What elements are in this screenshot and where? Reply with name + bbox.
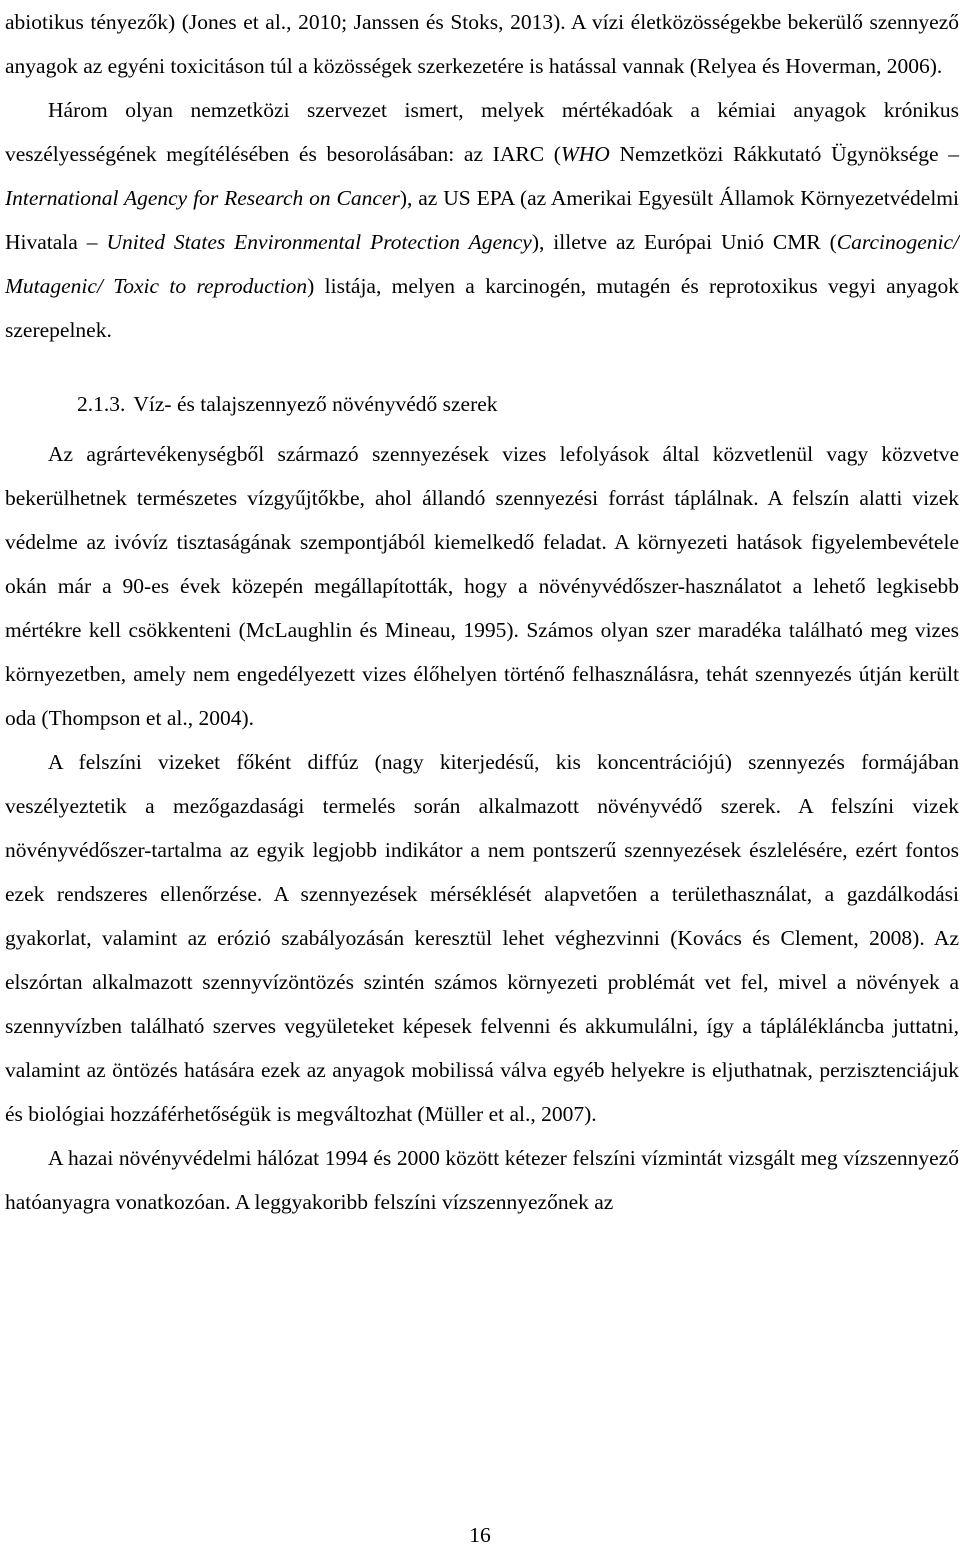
organizations-italic-cmr: Carcinogenic/ Mutagenic/ Toxic to reproduction	[5, 230, 959, 298]
document-page	[5, 0, 959, 1224]
organizations-text-2: Nemzetközi Rákkutató Ügynöksége –	[609, 142, 959, 166]
organizations-text-3: ), az US EPA (az Amerikai Egyesült Államok Környezetvédelmi Hivatala –	[5, 186, 959, 254]
organizations-text-1: Három olyan nemzetközi szervezet ismert, melyek mértékadóak a kémiai anyagok krónikus veszélyességének megítélésében és besorolásában: az IARC (	[5, 98, 959, 166]
paragraph-intro-continued: abiotikus tényezők) (Jones et al., 2010; Janssen és Stoks, 2013). A vízi életközösségekbe bekerülő szennyező anyagok az egyéni toxicitáson túl a közösségek szerkezetére is hatással vannak (Relyea és Hoverman, 2006).	[5, 10, 959, 78]
paragraph-national-network: A hazai növényvédelmi hálózat 1994 és 2000 között kétezer felszíni vízmintát vizsgált meg vízszennyező hatóanyagra vonatkozóan. A leggyakoribb felszíni vízszennyezőnek az	[5, 1146, 959, 1214]
paragraph-agricultural-pollution: Az agrártevékenységből származó szennyezések vizes lefolyások által közvetlenül vagy közvetve bekerülhetnek természetes vízgyűjtőkbe, ahol állandó szennyezési forrást táplálnak. A felszín alatti vizek védelme az ivóvíz tisztaságának szempontjából kiemelkedő feladat. A környezeti hatások figyelembevétele okán már a 90-es évek közepén megállapították, hogy a növényvédőszer-használatot a lehető legkisebb mértékre kell csökkenteni (McLaughlin és Mineau, 1995). Számos olyan szer maradéka található meg vizes környezetben, amely nem engedélyezett vizes élőhelyen történő felhasználásra, tehát szennyezés útján került oda (Thompson et al., 2004).	[5, 442, 959, 730]
organizations-text-5: ) listája, melyen a karcinogén, mutagén és reprotoxikus vegyi anyagok szerepelnek.	[5, 274, 959, 342]
section-heading	[5, 382, 959, 426]
organizations-italic-who: WHO	[560, 142, 610, 166]
organizations-italic-epa: United States Environmental Protection Agency	[106, 230, 532, 254]
organizations-text-4: ), illetve az Európai Unió CMR (	[531, 230, 837, 254]
paragraph-surface-waters: A felszíni vizeket főként diffúz (nagy kiterjedésű, kis koncentrációjú) szennyezés formájában veszélyeztetik a mezőgazdasági termelés során alkalmazott növényvédő szerek. A felszíni vizek növényvédőszer-tartalma az egyik legjobb indikátor a nem pontszerű szennyezések észlelésére, ezért fontos ezek rendszeres ellenőrzése. A szennyezések mérséklését alapvetően a területhasználat, a gazdálkodási gyakorlat, valamint az erózió szabályozásán keresztül lehet véghezvinni (Kovács és Clement, 2008). Az elszórtan alkalmazott szennyvízöntözés szintén számos környezeti problémát vet fel, mivel a növények a szennyvízben található szerves vegyületeket képesek felvenni és akkumulálni, így a táplálékláncba juttatni, valamint az öntözés hatására ezek az anyagok mobilissá válva egyéb helyekre is eljuthatnak, perzisztenciájuk és biológiai hozzáférhetőségük is megváltozhat (Müller et al., 2007).	[5, 750, 959, 1126]
organizations-italic-iarc: International Agency for Research on Cancer	[5, 186, 400, 210]
section-number: 2.1.3.	[77, 392, 126, 416]
paragraph-organizations	[5, 88, 959, 352]
section-title: Víz- és talajszennyező növényvédő szerek	[133, 392, 498, 416]
page-number: 16	[469, 1523, 491, 1547]
